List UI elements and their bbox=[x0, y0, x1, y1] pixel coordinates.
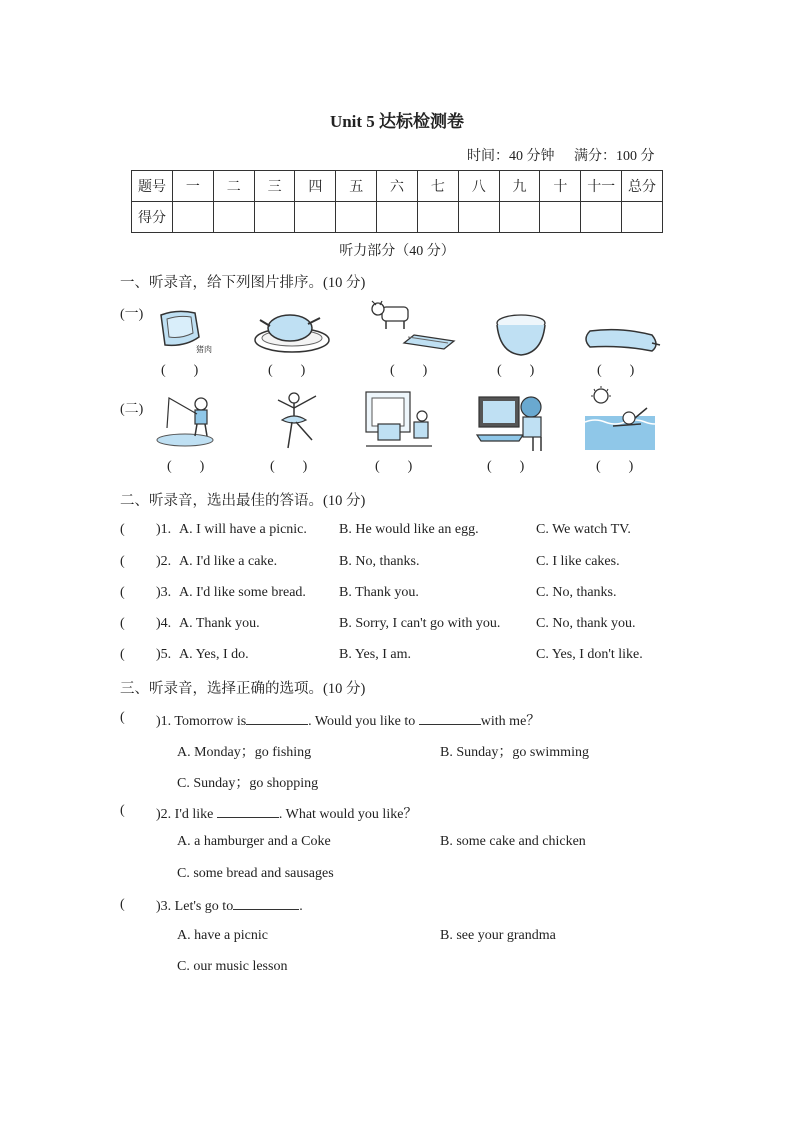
fill-blank[interactable] bbox=[233, 897, 299, 910]
ballet-dancer-icon bbox=[272, 390, 328, 452]
option-b: B. Sorry, I can't go with you. bbox=[339, 616, 501, 631]
option-a: A. have a picnic bbox=[177, 928, 268, 943]
score-header-cell: 四 bbox=[295, 171, 336, 202]
score-input-cell[interactable] bbox=[540, 202, 581, 233]
answer-bracket[interactable]: ( ) bbox=[597, 363, 635, 378]
question-number: )5. bbox=[156, 647, 172, 662]
option-a: A. I will have a picnic. bbox=[179, 522, 307, 537]
section2-title: 二、听录音，选出最佳的答语。(10 分) bbox=[120, 493, 366, 509]
option-a: A. Monday；go fishing bbox=[177, 745, 312, 760]
score-input-cell[interactable] bbox=[417, 202, 458, 233]
stem-text: with me？ bbox=[480, 714, 541, 729]
question-stem bbox=[156, 710, 540, 730]
score-header-cell: 九 bbox=[499, 171, 540, 202]
answer-paren[interactable]: ( bbox=[120, 647, 125, 662]
fill-blank[interactable] bbox=[246, 712, 308, 725]
page-title: Unit 5 达标检测卷 bbox=[329, 112, 465, 131]
option-c: C. Sunday；go shopping bbox=[177, 776, 319, 791]
stem-text: . What would you like？ bbox=[278, 807, 418, 822]
answer-paren[interactable]: ( bbox=[120, 554, 125, 569]
answer-bracket[interactable]: ( ) bbox=[270, 459, 308, 474]
time-limit: 时间：40 分钟 bbox=[467, 149, 555, 164]
score-input-cell[interactable] bbox=[295, 202, 336, 233]
stem-text: Tomorrow is bbox=[174, 714, 247, 729]
score-header-cell: 八 bbox=[458, 171, 499, 202]
score-input-cell[interactable] bbox=[213, 202, 254, 233]
answer-bracket[interactable]: ( ) bbox=[268, 363, 306, 378]
answer-paren[interactable]: ( bbox=[120, 803, 125, 818]
fill-blank[interactable] bbox=[217, 805, 279, 818]
option-b: B. see your grandma bbox=[440, 928, 556, 943]
answer-paren[interactable]: ( bbox=[120, 710, 125, 725]
option-a: A. I'd like some bread. bbox=[179, 585, 306, 600]
swimming-icon bbox=[585, 386, 655, 450]
option-a: A. Yes, I do. bbox=[179, 647, 249, 662]
computer-boy-icon bbox=[475, 391, 547, 453]
score-table-score-row bbox=[132, 202, 663, 233]
option-c: C. Yes, I don't like. bbox=[536, 647, 643, 662]
option-b: B. He would like an egg. bbox=[339, 522, 479, 537]
question-stem bbox=[156, 803, 417, 823]
option-b: B. No, thanks. bbox=[339, 554, 420, 569]
option-b: B. Yes, I am. bbox=[339, 647, 411, 662]
option-c: C. our music lesson bbox=[177, 959, 288, 974]
answer-paren[interactable]: ( bbox=[120, 522, 125, 537]
score-row-label: 得分 bbox=[132, 202, 173, 233]
score-input-cell[interactable] bbox=[499, 202, 540, 233]
question-number: )1. bbox=[156, 522, 172, 537]
answer-bracket[interactable]: ( ) bbox=[390, 363, 428, 378]
answer-paren[interactable]: ( bbox=[120, 585, 125, 600]
answer-bracket[interactable]: ( ) bbox=[487, 459, 525, 474]
option-b: B. Thank you. bbox=[339, 585, 419, 600]
score-header-cell: 总分 bbox=[622, 171, 663, 202]
option-b: B. some cake and chicken bbox=[440, 834, 586, 849]
stem-text: . bbox=[299, 899, 303, 914]
question-number: )2. bbox=[156, 554, 172, 569]
score-table bbox=[131, 170, 663, 233]
rice-bowl-icon bbox=[494, 309, 548, 359]
listening-part-title: 听力部分（40 分） bbox=[339, 244, 455, 259]
score-input-cell[interactable] bbox=[254, 202, 295, 233]
score-header-cell: 二 bbox=[213, 171, 254, 202]
cow-beef-icon bbox=[368, 297, 460, 355]
fishing-boy-icon bbox=[155, 392, 217, 448]
score-header-cell: 七 bbox=[417, 171, 458, 202]
watching-tv-icon bbox=[364, 390, 434, 452]
answer-paren[interactable]: ( bbox=[120, 616, 125, 631]
score-input-cell[interactable] bbox=[336, 202, 377, 233]
group2-label: (二) bbox=[120, 402, 144, 417]
score-input-cell[interactable] bbox=[581, 202, 622, 233]
score-input-cell[interactable] bbox=[377, 202, 418, 233]
score-header-cell: 一 bbox=[173, 171, 214, 202]
question-number: )4. bbox=[156, 616, 172, 631]
stem-text: . Would you like to bbox=[308, 714, 416, 729]
option-a: A. I'd like a cake. bbox=[179, 554, 278, 569]
fill-blank[interactable] bbox=[419, 712, 481, 725]
option-b: B. Sunday；go swimming bbox=[440, 745, 589, 760]
answer-bracket[interactable]: ( ) bbox=[596, 459, 634, 474]
question-number: )3. bbox=[156, 585, 172, 600]
section1-title: 一、听录音，给下列图片排序。(10 分) bbox=[120, 275, 366, 291]
score-input-cell[interactable] bbox=[622, 202, 663, 233]
option-c: C. No, thanks. bbox=[536, 585, 617, 600]
score-input-cell[interactable] bbox=[173, 202, 214, 233]
question-stem bbox=[156, 897, 303, 915]
roast-chicken-icon bbox=[252, 308, 332, 354]
pork-label: 猪肉 bbox=[196, 345, 212, 354]
option-a: A. a hamburger and a Coke bbox=[177, 834, 331, 849]
score-table-header-row bbox=[132, 171, 663, 202]
question-number: )1. bbox=[156, 714, 172, 729]
option-c: C. No, thank you. bbox=[536, 616, 636, 631]
group1-label: (一) bbox=[120, 307, 144, 322]
exam-meta bbox=[467, 145, 655, 165]
score-header-cell: 题号 bbox=[132, 171, 173, 202]
score-header-cell: 三 bbox=[254, 171, 295, 202]
option-c: C. We watch TV. bbox=[536, 522, 631, 537]
stem-text: I'd like bbox=[174, 807, 214, 822]
section3-title: 三、听录音，选择正确的选项。(10 分) bbox=[120, 681, 366, 697]
option-a: A. Thank you. bbox=[179, 616, 260, 631]
answer-bracket[interactable]: ( ) bbox=[161, 363, 199, 378]
question-number: )3. bbox=[156, 899, 172, 914]
score-header-cell: 十 bbox=[540, 171, 581, 202]
score-header-cell: 十一 bbox=[581, 171, 622, 202]
stem-text: Let's go to bbox=[174, 899, 234, 914]
full-score: 满分：100 分 bbox=[574, 149, 655, 164]
sausage-icon bbox=[582, 325, 662, 357]
answer-paren[interactable]: ( bbox=[120, 897, 125, 912]
answer-bracket[interactable]: ( ) bbox=[167, 459, 205, 474]
score-header-cell: 五 bbox=[336, 171, 377, 202]
option-c: C. some bread and sausages bbox=[177, 866, 334, 881]
score-header-cell: 六 bbox=[377, 171, 418, 202]
question-number: )2. bbox=[156, 807, 172, 822]
score-input-cell[interactable] bbox=[458, 202, 499, 233]
answer-bracket[interactable]: ( ) bbox=[375, 459, 413, 474]
answer-bracket[interactable]: ( ) bbox=[497, 363, 535, 378]
option-c: C. I like cakes. bbox=[536, 554, 620, 569]
